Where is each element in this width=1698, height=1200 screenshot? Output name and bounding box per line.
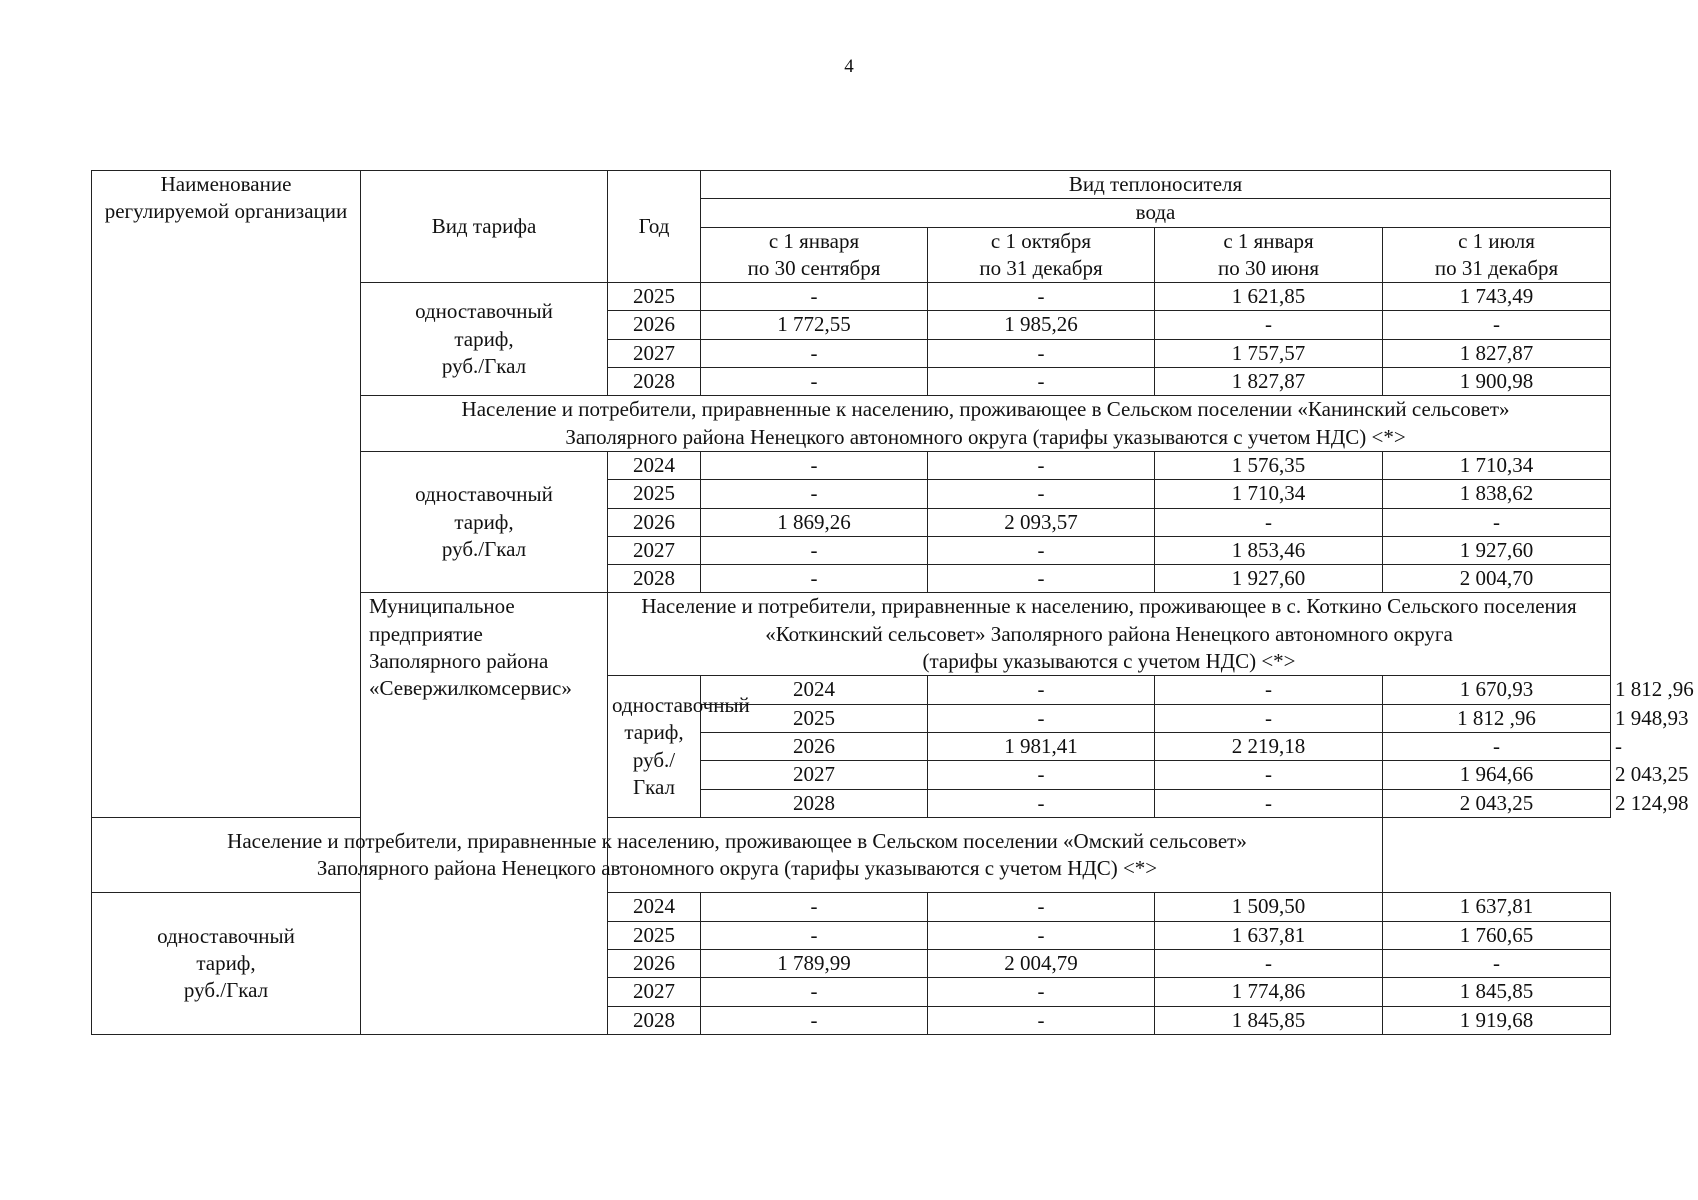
value-cell: - (928, 368, 1155, 396)
tariff-label: одноставочный тариф, руб./Гкал (608, 676, 701, 817)
value-cell: - (701, 480, 928, 508)
value-cell: - (928, 676, 1155, 704)
period-header: с 1 октября по 31 декабря (928, 227, 1155, 283)
tariff-type-header: Вид тарифа (361, 171, 608, 283)
value-cell: - (928, 451, 1155, 479)
value-cell: 1 869,26 (701, 508, 928, 536)
value-cell: 1 812 ,96 (1383, 704, 1611, 732)
org-name-cell: Муниципальное предприятие Заполярного района «Севержилкомсервис» (361, 593, 608, 1034)
value-cell: 1 827,87 (1383, 339, 1611, 367)
value-cell: - (701, 978, 928, 1006)
value-cell: - (701, 921, 928, 949)
year-cell: 2028 (701, 789, 928, 817)
year-header: Год (608, 171, 701, 283)
year-cell: 2027 (608, 978, 701, 1006)
year-cell: 2024 (608, 451, 701, 479)
value-cell: - (1383, 311, 1611, 339)
value-cell: - (701, 368, 928, 396)
value-cell: 1 710,34 (1155, 480, 1383, 508)
value-cell: - (701, 565, 928, 593)
org-name-header (92, 171, 361, 818)
value-cell: 1 927,60 (1155, 565, 1383, 593)
value-cell: 2 004,79 (928, 950, 1155, 978)
value-cell: 1 774,86 (1155, 978, 1383, 1006)
value-cell: 1 757,57 (1155, 339, 1383, 367)
year-cell: 2025 (608, 480, 701, 508)
value-cell: - (701, 339, 928, 367)
value-cell: - (928, 536, 1155, 564)
group-title: Население и потребители, приравненные к населению, проживающее в с. Коткино Сельского поселения «Коткинский сельсовет» Заполярного района Ненецкого автономного округа (тарифы указываются с учетом НДС) <*> (608, 593, 1611, 676)
value-cell: 1 760,65 (1383, 921, 1611, 949)
value-cell: - (928, 480, 1155, 508)
value-cell: 1 710,34 (1383, 451, 1611, 479)
year-cell: 2024 (701, 676, 928, 704)
value-cell: 1 981,41 (928, 732, 1155, 760)
value-cell: - (928, 978, 1155, 1006)
value-cell: 1 838,62 (1383, 480, 1611, 508)
value-cell: - (1155, 950, 1383, 978)
table-row: одноставочный тариф, руб./Гкал 2024 - - 1 670,93 1 812 ,96 (92, 676, 1611, 704)
value-cell: 1 845,85 (1155, 1006, 1383, 1034)
carrier-header: Вид теплоносителя (701, 171, 1611, 199)
year-cell: 2024 (608, 893, 701, 921)
table-row: 2028 - - 2 043,25 2 124,98 (92, 789, 1611, 817)
group-title: Население и потребители, приравненные к населению, проживающее в Сельском поселении «Канинский сельсовет» Заполярного района Ненецкого автономного округа (тарифы указываются с учетом НДС) <*> (361, 396, 1611, 452)
value-cell: 1 637,81 (1155, 921, 1383, 949)
value-cell: 1 845,85 (1383, 978, 1611, 1006)
value-cell: - (1155, 761, 1383, 789)
value-cell: 1 900,98 (1383, 368, 1611, 396)
value-cell: - (928, 704, 1155, 732)
value-cell: 1 853,46 (1155, 536, 1383, 564)
value-cell: - (928, 339, 1155, 367)
year-cell: 2028 (608, 368, 701, 396)
value-cell: - (701, 1006, 928, 1034)
value-cell: - (1155, 508, 1383, 536)
year-cell: 2028 (608, 565, 701, 593)
tariff-label: одноставочный тариф, руб./Гкал (361, 451, 608, 592)
value-cell: - (1383, 732, 1611, 760)
value-cell: - (928, 283, 1155, 311)
tariff-label: одноставочный тариф, руб./Гкал (361, 283, 608, 396)
header-row-1 (92, 171, 1611, 199)
value-cell: - (701, 536, 928, 564)
year-cell: 2027 (608, 536, 701, 564)
value-cell: - (701, 451, 928, 479)
value-cell: - (928, 1006, 1155, 1034)
year-cell: 2028 (608, 1006, 701, 1034)
value-cell: 2 219,18 (1155, 732, 1383, 760)
year-cell: 2026 (608, 311, 701, 339)
year-cell: 2025 (608, 283, 701, 311)
value-cell: 1 772,55 (701, 311, 928, 339)
year-cell: 2026 (701, 732, 928, 760)
value-cell: - (1155, 704, 1383, 732)
period-header: с 1 января по 30 июня (1155, 227, 1383, 283)
value-cell: 1 789,99 (701, 950, 928, 978)
table-row: 2025 - - 1 812 ,96 1 948,93 (92, 704, 1611, 732)
period-header: с 1 января по 30 сентября (701, 227, 928, 283)
period-header: с 1 июля по 31 декабря (1383, 227, 1611, 283)
value-cell: 2 093,57 (928, 508, 1155, 536)
value-cell: 1 927,60 (1383, 536, 1611, 564)
value-cell: 1 621,85 (1155, 283, 1383, 311)
value-cell: 1 985,26 (928, 311, 1155, 339)
table-row: 2027 - - 1 964,66 2 043,25 (92, 761, 1611, 789)
group-title: Население и потребители, приравненные к населению, проживающее в Сельском поселении «Омский сельсовет» Заполярного района Ненецкого автономного округа (тарифы указываются с учетом НДС) <*> (92, 817, 1383, 893)
value-cell: 2 043,25 (1383, 789, 1611, 817)
value-cell: 1 743,49 (1383, 283, 1611, 311)
value-cell: - (1383, 508, 1611, 536)
water-header: вода (701, 199, 1611, 227)
year-cell: 2027 (608, 339, 701, 367)
value-cell: - (928, 921, 1155, 949)
value-cell: 2 004,70 (1383, 565, 1611, 593)
value-cell: 1 964,66 (1383, 761, 1611, 789)
value-cell: - (928, 761, 1155, 789)
year-cell: 2025 (608, 921, 701, 949)
value-cell: - (928, 789, 1155, 817)
page-number: 4 (844, 56, 854, 77)
value-cell: 1 827,87 (1155, 368, 1383, 396)
value-cell: - (1155, 311, 1383, 339)
value-cell: - (701, 893, 928, 921)
table-row: 2026 1 981,41 2 219,18 - - (92, 732, 1611, 760)
tariff-label: одноставочный тариф, руб./Гкал (92, 893, 361, 1034)
value-cell: - (1155, 789, 1383, 817)
value-cell: - (1383, 950, 1611, 978)
value-cell: - (701, 283, 928, 311)
tariff-table (91, 170, 1694, 1035)
value-cell: 1 509,50 (1155, 893, 1383, 921)
table-row (92, 893, 1611, 921)
value-cell: 1 670,93 (1383, 676, 1611, 704)
value-cell: 1 919,68 (1383, 1006, 1611, 1034)
year-cell: 2026 (608, 508, 701, 536)
value-cell: - (928, 893, 1155, 921)
group-title-row (92, 817, 1611, 893)
value-cell: - (1155, 676, 1383, 704)
value-cell: - (928, 565, 1155, 593)
year-cell: 2025 (701, 704, 928, 732)
value-cell: 1 576,35 (1155, 451, 1383, 479)
value-cell: 1 637,81 (1383, 893, 1611, 921)
year-cell: 2026 (608, 950, 701, 978)
org-header-text: Наименование регулируемой организации (104, 172, 348, 224)
year-cell: 2027 (701, 761, 928, 789)
